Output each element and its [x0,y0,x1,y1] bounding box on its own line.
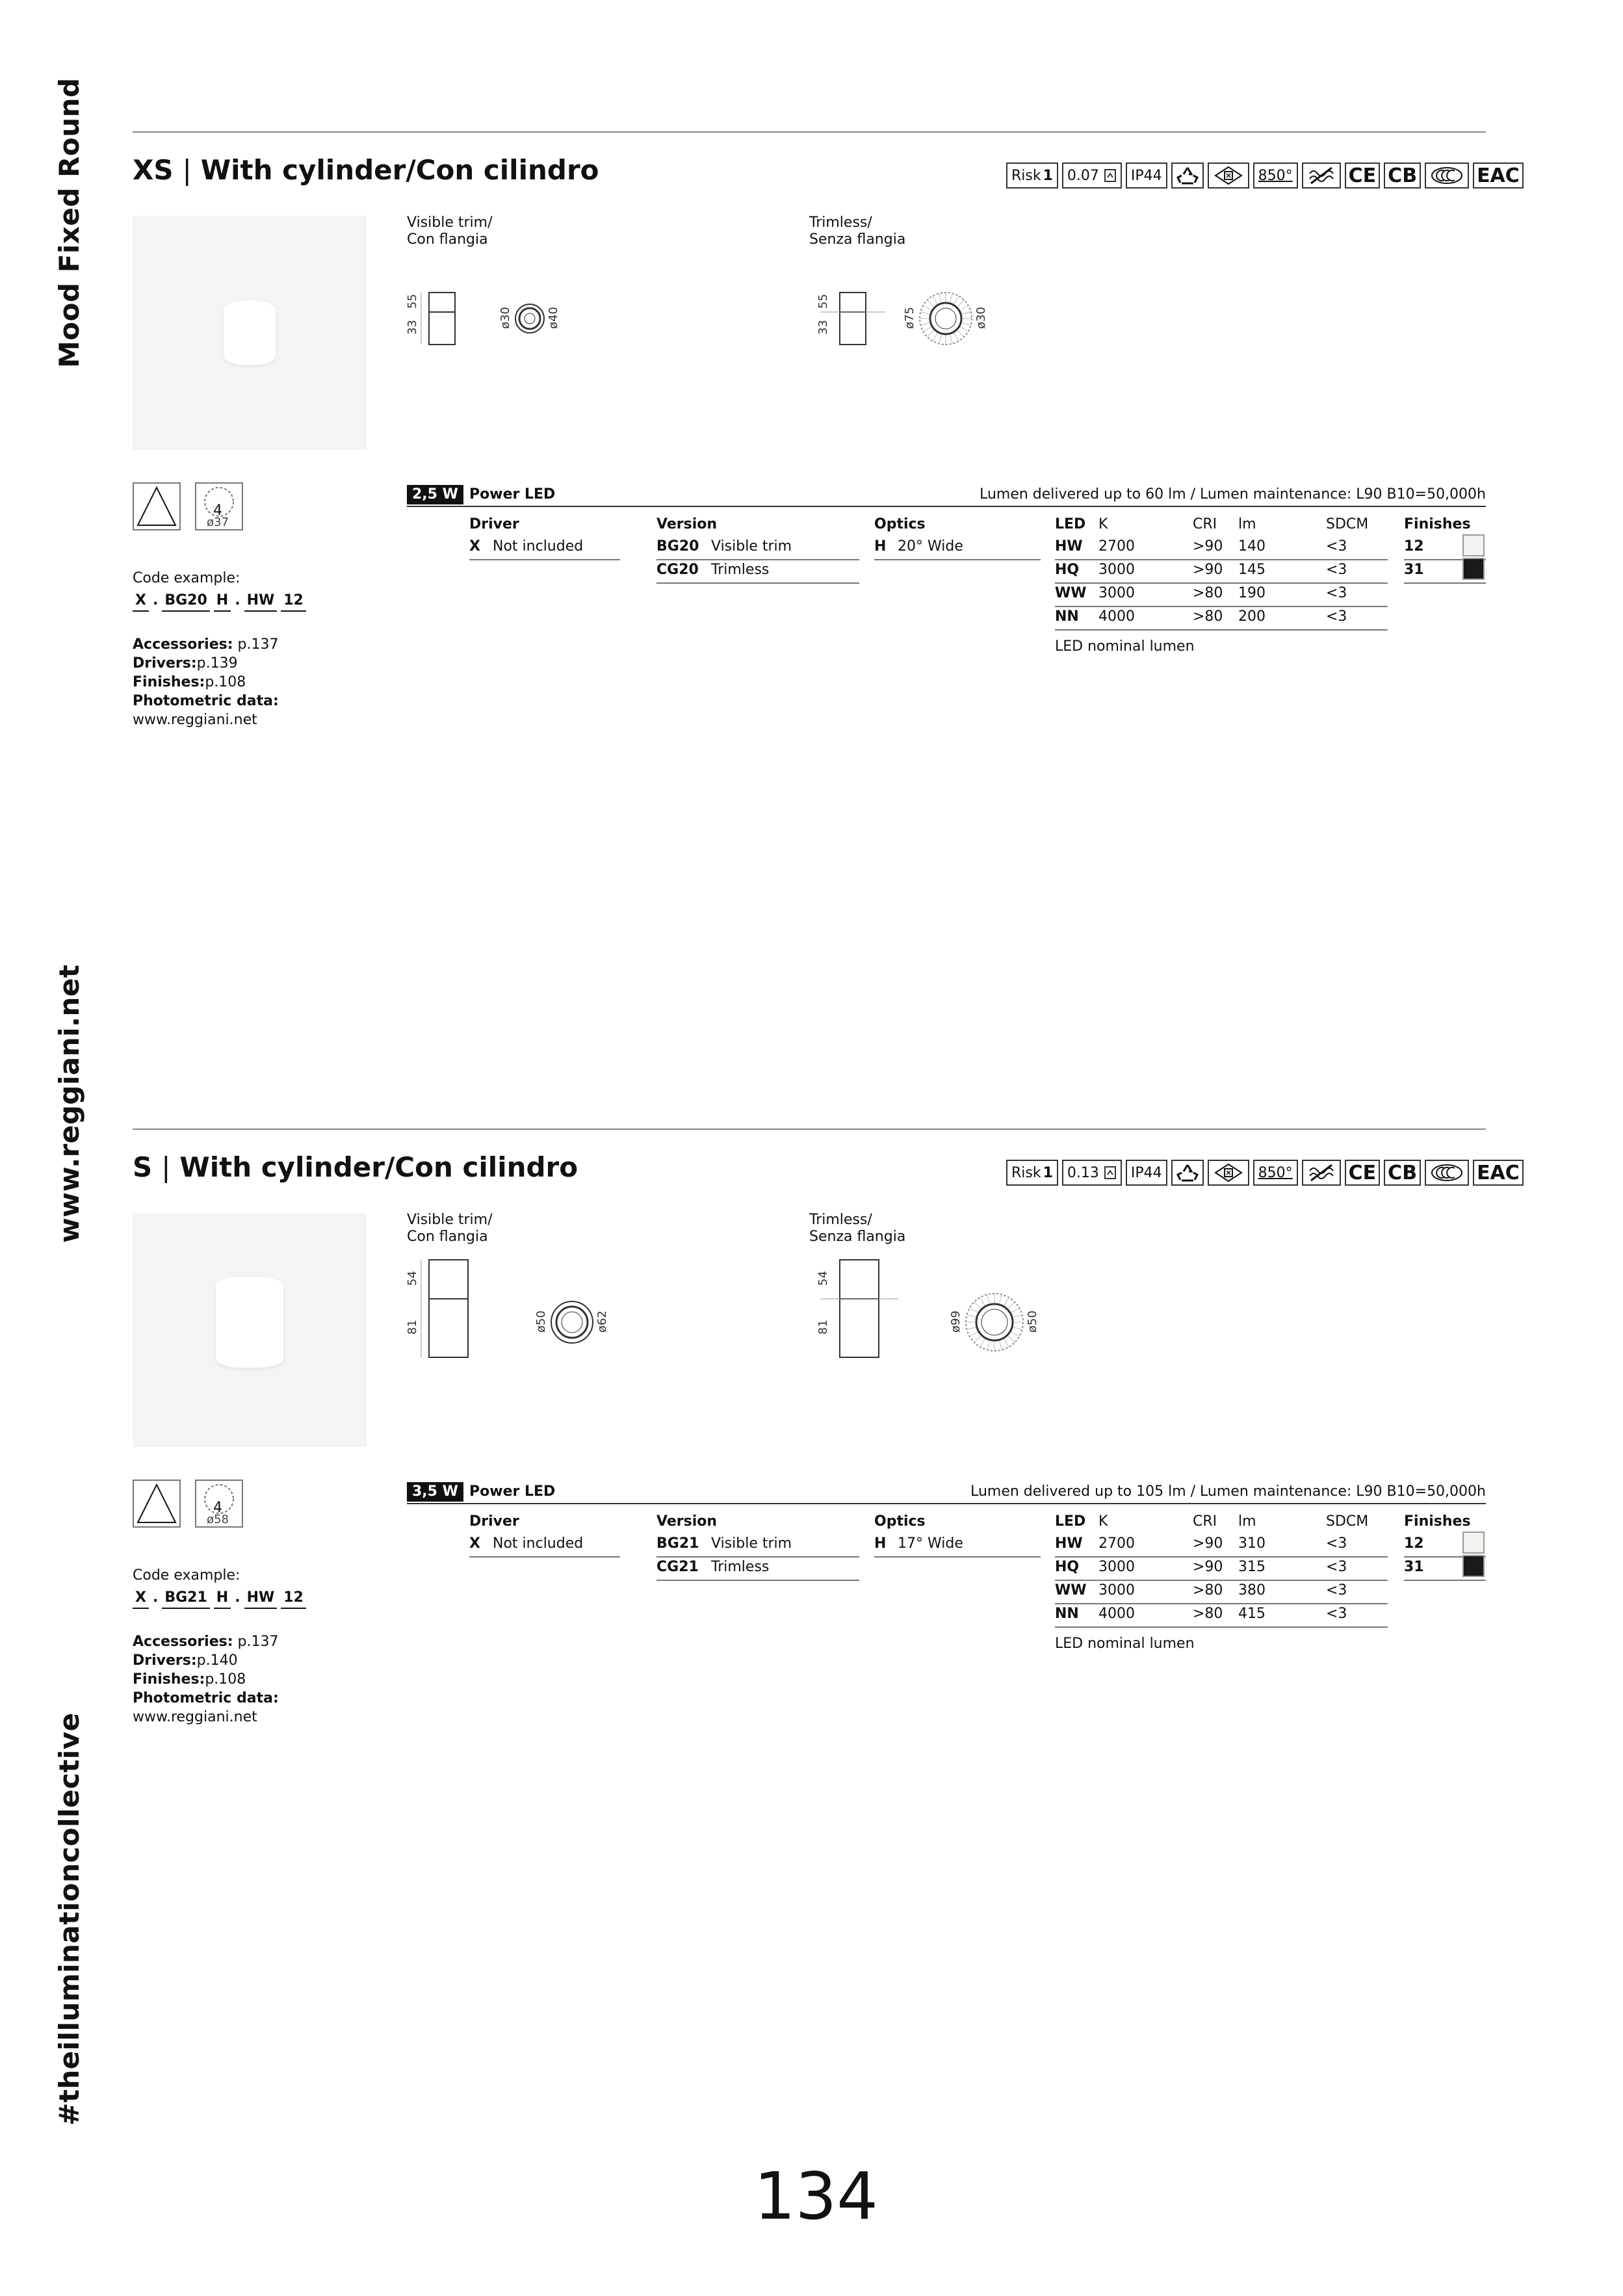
no-insulation-icon [1302,1160,1341,1186]
diameter-1-label: ø75 [903,307,916,329]
version-row-code: CG20 [656,562,699,578]
code-dot: . [235,592,240,608]
version-row-code: BG20 [656,538,699,554]
certification-row [1006,1160,1524,1186]
finish-code: 12 [1404,538,1424,554]
fixture-body-outline [840,312,866,345]
optics-header: Optics [874,1513,926,1530]
finishes-page: p.108 [205,674,246,690]
code-dot: . [152,1589,159,1606]
accessories-page: p.137 [237,636,279,653]
plaster-hatch [987,1341,990,1350]
optics-row [874,1535,963,1552]
led-sdcm: <3 [1326,585,1347,601]
led-header: LED [1055,1513,1086,1530]
led-row-rule [1055,629,1388,631]
version-row [656,538,792,554]
plaster-hatch [954,333,959,341]
plaster-hatch [967,1327,976,1330]
code-part: 12 [281,1588,306,1609]
led-header: LED [1055,516,1086,532]
led-lm: 140 [1238,538,1266,554]
height-2-label: 81 [406,1320,419,1335]
plaster-hatch [1008,1336,1015,1342]
side-hashtag: #theilluminationcollective [53,1712,85,2126]
code-dot: . [152,592,159,608]
cylinder-shape [224,300,276,365]
code-dot: . [235,1589,240,1606]
finish-code: 12 [1404,1535,1424,1552]
version-row-rule [656,582,859,584]
k-header: K [1098,1513,1108,1530]
optics-header: Optics [874,516,926,532]
led-cri: >90 [1193,1559,1223,1575]
plaster-hatch [1011,1332,1019,1337]
page-number: 134 [754,2158,878,2234]
led-k: 3000 [1098,585,1135,601]
temperature-badge: 850° [1253,163,1298,189]
trimless-inner-circle [930,303,961,334]
led-row-rule [1055,582,1388,584]
lumen-info: Lumen delivered up to 105 lm / Lumen maintenance: L90 B10=50,000h [970,1483,1486,1500]
plaster-hatch [980,1298,985,1305]
diameter-1-label: ø99 [949,1311,963,1333]
fixture-head-outline [840,1260,879,1299]
eac-mark: EAC [1473,1160,1524,1186]
driver-header: Driver [469,1513,519,1530]
table-top-rule [407,1503,1486,1504]
lamp-diamond-icon [1208,163,1249,189]
diameter-2-label: ø62 [595,1311,609,1333]
plaster-hatch [970,1308,978,1312]
k-header: K [1098,516,1108,532]
version-header: Version [656,516,718,532]
led-code: HW [1055,1535,1083,1552]
plaster-hatch [923,306,931,310]
version-row-code: BG21 [656,1535,699,1552]
ce-mark: CE [1345,163,1381,189]
front-inner-circle [519,308,540,329]
ip-badge: IP44 [1126,163,1167,189]
plaster-hatch [957,330,964,337]
finish-swatch [1462,534,1485,556]
plaster-hatch [933,296,937,304]
title-separator: | [182,154,192,186]
plaster-hatch [1004,1298,1009,1305]
cutout-diameter: ø37 [207,515,229,529]
plaster-hatch [1004,1339,1009,1347]
code-part: HW [244,1588,278,1609]
title-text: With cylinder/Con cilindro [200,154,599,186]
led-cri: >90 [1193,562,1223,578]
eac-mark: EAC [1473,163,1524,189]
version-row [656,1535,792,1552]
code-part: X [133,1588,149,1609]
plaster-hatch [939,335,942,344]
beam-number: 4 [213,1500,222,1516]
finish-code: 31 [1404,1559,1424,1575]
side-family-name: Mood Fixed Round [53,77,85,368]
version-row-rule [656,1556,859,1558]
trimless-label: Trimless/ Senza flangia [809,1212,906,1245]
led-lm: 415 [1238,1606,1266,1622]
diameter-2-label: ø40 [547,307,560,329]
drivers-label: Drivers: [133,655,197,672]
driver-row-code: X [469,538,480,554]
ip-badge: IP44 [1126,1160,1167,1186]
ce-mark: CE [1345,1160,1381,1186]
version-row-rule [656,1580,859,1581]
wire-icon [1104,168,1117,183]
trimless-drawing [806,255,1027,385]
version-row-code: CG21 [656,1559,699,1575]
diameter-1-label: ø50 [534,1311,548,1333]
finishes-label: Finishes: [133,674,205,690]
fixture-head-outline [840,293,866,312]
plaster-hatch [987,1294,990,1303]
led-lm: 310 [1238,1535,1266,1552]
cb-mark: CB [1384,163,1421,189]
section-title [133,154,599,186]
section-title [133,1151,578,1183]
plaster-hatch [961,306,968,310]
trimless-drawing [806,1252,1039,1382]
finish-swatch [1462,1532,1485,1554]
certification-row [1006,163,1524,189]
recycle-icon [1171,163,1204,189]
visible-trim-drawing [403,255,598,385]
photometric-link[interactable]: www.reggiani.net [133,1709,257,1725]
photometric-label: Photometric data: [133,1690,279,1706]
finish-row-rule [1404,582,1486,584]
led-k: 3000 [1098,1582,1135,1598]
led-k: 2700 [1098,1535,1135,1552]
height-1-label: 54 [406,1271,419,1286]
lm-header: lm [1238,516,1256,532]
driver-row-desc: Not included [493,538,584,554]
finish-swatch [1462,558,1485,580]
finishes-page: p.108 [205,1671,246,1688]
wattage-badge: 2,5 W [407,485,463,504]
ugr-badge: 0.13 [1062,1160,1122,1186]
code-example-block [133,569,306,729]
risk-badge: Risk 1 [1006,163,1058,189]
optics-row-rule [874,559,1041,560]
plaster-hatch [928,330,934,337]
led-code: WW [1055,585,1087,601]
code-sequence [133,591,306,612]
reference-list [133,635,306,729]
photometric-link[interactable]: www.reggiani.net [133,712,257,728]
led-lm: 145 [1238,562,1266,578]
beam-angle-icon [133,1480,181,1528]
finishes-header: Finishes [1404,516,1471,532]
trimless-lens-circle [935,308,956,329]
led-row-rule [1055,1603,1388,1604]
recycle-icon [1171,1160,1204,1186]
led-code: WW [1055,1582,1087,1598]
plaster-hatch [1011,1308,1019,1312]
beam-angle-icon [133,482,181,530]
title-text: With cylinder/Con cilindro [179,1151,578,1183]
plaster-hatch [970,1332,978,1337]
front-outer-circle [551,1301,593,1343]
plaster-hatch [1013,1315,1022,1318]
led-k: 3000 [1098,562,1135,578]
optics-row [874,538,963,554]
led-lm: 190 [1238,585,1266,601]
size-code: S [133,1151,153,1183]
led-cri: >90 [1193,538,1223,554]
code-part: 12 [281,591,306,612]
fixture-head-outline [429,1260,468,1299]
code-part: HW [244,591,278,612]
driver-header: Driver [469,516,519,532]
reference-list [133,1632,306,1727]
version-header: Version [656,1513,718,1530]
plaster-hatch [961,327,968,332]
height-2-label: 33 [406,320,419,335]
plaster-hatch [962,312,971,315]
led-row-rule [1055,1626,1388,1628]
power-type: Power LED [469,1483,556,1500]
beam-number: 4 [213,502,222,519]
ccc-mark-icon [1425,1160,1469,1186]
version-row-desc: Visible trim [711,538,792,554]
title-separator: | [161,1151,171,1183]
led-k: 3000 [1098,1559,1135,1575]
visible-trim-label: Visible trim/ Con flangia [407,215,493,248]
cb-mark: CB [1384,1160,1421,1186]
led-k: 4000 [1098,608,1135,625]
lamp-diamond-icon [1208,1160,1249,1186]
plaster-hatch [980,1339,985,1347]
plaster-hatch [962,323,971,326]
trimless-lens-circle [981,1309,1007,1335]
drivers-page: p.139 [196,655,238,672]
code-example-label: Code example: [133,1567,240,1584]
plaster-hatch [950,293,953,302]
visible-trim-drawing [403,1252,609,1382]
led-note: LED nominal lumen [1055,1636,1195,1652]
version-row [656,562,769,578]
ugr-badge: 0.07 [1062,163,1122,189]
diameter-2-label: ø30 [974,307,988,329]
plaster-hatch [974,1336,981,1342]
visible-trim-label: Visible trim/ Con flangia [407,1212,493,1245]
no-insulation-icon [1302,163,1341,189]
height-1-label: 55 [406,294,419,309]
led-sdcm: <3 [1326,1559,1347,1575]
driver-row [469,1535,583,1552]
code-part: H [214,1588,231,1609]
code-part: H [214,591,231,612]
led-code: HW [1055,538,1083,554]
lm-header: lm [1238,1513,1256,1530]
product-photo [133,216,367,450]
led-sdcm: <3 [1326,1606,1347,1622]
plaster-hatch [933,333,937,341]
height-2-label: 81 [816,1320,830,1335]
plaster-hatch [1008,1302,1015,1309]
wire-icon [1104,1166,1117,1180]
code-sequence [133,1588,306,1609]
lumen-info: Lumen delivered up to 60 lm / Lumen maintenance: L90 B10=50,000h [980,486,1486,502]
led-sdcm: <3 [1326,1535,1347,1552]
fixture-body-outline [840,1299,879,1357]
optics-row-desc: 17° Wide [898,1535,963,1552]
led-code: NN [1055,1606,1079,1622]
led-cri: >80 [1193,585,1223,601]
finish-code: 31 [1404,562,1424,578]
version-row-rule [656,559,859,560]
ccc-mark-icon [1425,163,1469,189]
driver-row [469,538,583,554]
led-code: NN [1055,608,1079,625]
drivers-label: Drivers: [133,1652,197,1669]
wattage-badge: 3,5 W [407,1482,463,1502]
led-lm: 315 [1238,1559,1266,1575]
cri-header: CRI [1193,1513,1217,1530]
height-2-label: 33 [816,320,830,335]
optics-row-rule [874,1556,1041,1558]
plaster-hatch [920,312,929,315]
code-example-label: Code example: [133,570,240,586]
version-row [656,1559,769,1575]
led-k: 4000 [1098,1606,1135,1622]
power-type: Power LED [469,486,556,502]
code-part: BG21 [162,1588,209,1609]
driver-row-rule [469,1556,620,1558]
drivers-page: p.140 [196,1652,238,1669]
sdcm-header: SDCM [1326,1513,1369,1530]
led-sdcm: <3 [1326,562,1347,578]
section-top-rule [133,131,1486,133]
finish-swatch [1462,1555,1485,1577]
accessories-label: Accessories: [133,636,233,653]
led-sdcm: <3 [1326,538,1347,554]
plaster-hatch [950,335,953,344]
plaster-hatch [957,300,964,307]
led-sdcm: <3 [1326,608,1347,625]
version-row-desc: Visible trim [711,1535,792,1552]
section-top-rule [133,1128,1486,1130]
height-1-label: 54 [816,1271,830,1286]
photometric-label: Photometric data: [133,693,279,709]
optics-row-code: H [874,1535,887,1552]
led-cri: >80 [1193,1606,1223,1622]
plaster-hatch [974,1302,981,1309]
cutout-diameter: ø58 [207,1513,229,1526]
plaster-hatch [967,1315,976,1318]
led-code: HQ [1055,562,1080,578]
front-lens-circle [562,1312,582,1333]
front-inner-circle [556,1307,588,1338]
sdcm-header: SDCM [1326,516,1369,532]
diameter-2-label: ø50 [1026,1311,1039,1333]
version-row-desc: Trimless [711,1559,770,1575]
front-lens-circle [525,313,535,324]
led-row-rule [1055,606,1388,607]
led-row-rule [1055,1556,1388,1558]
plaster-hatch [939,293,942,302]
led-row-rule [1055,1580,1388,1581]
driver-row-code: X [469,1535,480,1552]
risk-badge: Risk 1 [1006,1160,1058,1186]
finish-row-rule [1404,1580,1486,1581]
fixture-head-outline [429,293,455,312]
table-top-rule [407,506,1486,507]
driver-row-desc: Not included [493,1535,584,1552]
finishes-header: Finishes [1404,1513,1471,1530]
plaster-hatch [954,296,959,304]
led-lm: 200 [1238,608,1266,625]
cri-header: CRI [1193,516,1217,532]
code-part: BG20 [162,591,209,612]
led-note: LED nominal lumen [1055,638,1195,655]
led-lm: 380 [1238,1582,1266,1598]
accessories-label: Accessories: [133,1634,233,1650]
temperature-badge: 850° [1253,1160,1298,1186]
led-cri: >80 [1193,1582,1223,1598]
side-website: www.reggiani.net [53,964,85,1243]
size-code: XS [133,154,174,186]
cylinder-shape [216,1277,283,1368]
plaster-hatch [923,327,931,332]
finishes-label: Finishes: [133,1671,205,1688]
code-example-block [133,1566,306,1727]
optics-row-desc: 20° Wide [898,538,963,554]
accessories-page: p.137 [237,1634,279,1650]
optics-row-code: H [874,538,887,554]
product-photo [133,1213,367,1447]
led-row-rule [1055,559,1388,560]
plaster-hatch [920,323,929,326]
height-1-label: 55 [816,294,830,309]
diameter-1-label: ø30 [499,307,512,329]
version-row-desc: Trimless [711,562,770,578]
led-sdcm: <3 [1326,1582,1347,1598]
driver-row-rule [469,559,620,560]
led-cri: >90 [1193,1535,1223,1552]
fixture-body-outline [429,312,455,345]
plaster-hatch [1000,1341,1002,1350]
trimless-label: Trimless/ Senza flangia [809,215,906,248]
led-k: 2700 [1098,538,1135,554]
code-part: X [133,591,149,612]
led-code: HQ [1055,1559,1080,1575]
plaster-hatch [1000,1294,1002,1303]
plaster-hatch [1013,1327,1022,1330]
plaster-hatch [928,300,934,307]
fixture-body-outline [429,1299,468,1357]
led-cri: >80 [1193,608,1223,625]
